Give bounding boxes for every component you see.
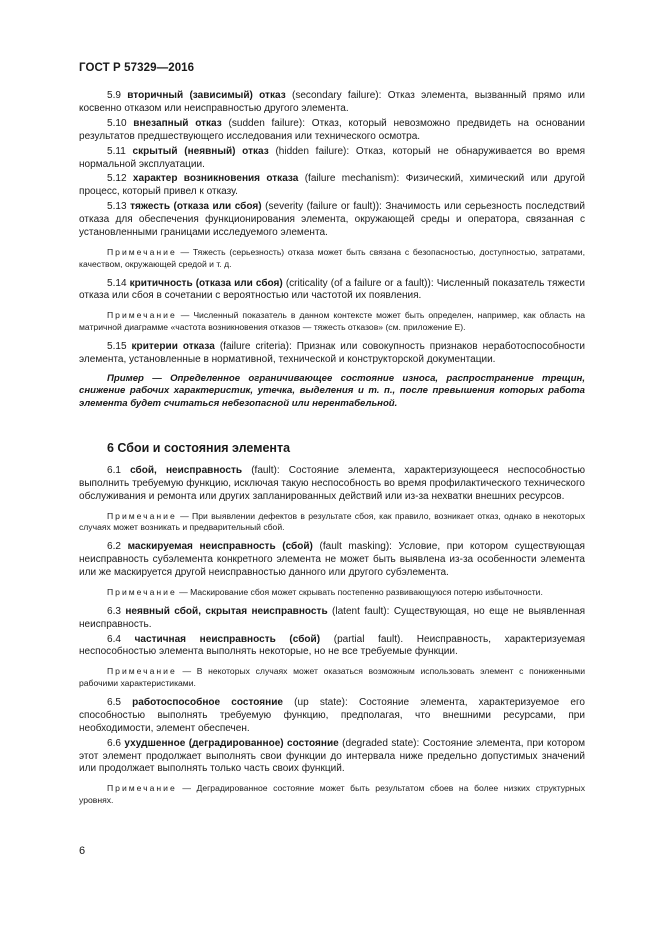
note <box>79 511 585 535</box>
term-number: 5.15 <box>107 340 127 352</box>
term-number: 5.14 <box>107 277 127 289</box>
term-text: Физический, химический или другой процесс, который привел к отказу. <box>79 173 585 198</box>
term-text: Состояние элемента, характеризуемое его способностью выполнять требуемую функцию, предполагая, что внешними ресурсами, при необходимости, элемент обеспечен. <box>79 696 585 734</box>
term-name: критичность (отказа или сбоя) <box>129 277 283 289</box>
term-definition <box>79 173 585 199</box>
section-heading: 6 Сбои и состояния элемента <box>107 441 291 455</box>
term-number: 6.5 <box>107 696 121 708</box>
term-english: (up state): <box>294 696 348 708</box>
note-label: Примечание <box>107 310 177 321</box>
term-definition <box>79 201 585 240</box>
term-definition <box>79 90 585 116</box>
term-english: (degraded state): <box>342 737 420 749</box>
note-label: Примечание <box>107 586 177 597</box>
term-text: Состояние элемента, при котором этот элемент продолжает выполнять свои функции до интервала ниже предельно допустимых значений или продолжает выполнять только часть своих функций. <box>79 737 586 775</box>
term-number: 5.13 <box>107 201 127 213</box>
term-english: (failure criteria): <box>219 340 292 352</box>
term-text: Неисправность, характеризуемая неспособностью элемента выполнять некоторые, но не все требуемые функции. <box>79 633 586 658</box>
note-text: — Деградированное состояние может быть результатом сбоев на более низких структурных уровнях. <box>79 783 586 806</box>
term-name: вторичный (зависимый) отказ <box>127 90 286 101</box>
term-name: частичная неисправность (сбой) <box>134 633 321 645</box>
note-text: — В некоторых случаях может оказаться возможным использовать элемент с пониженными рабочими характеристиками. <box>79 666 586 689</box>
term-number: 5.11 <box>107 145 126 157</box>
term-name: маскируемая неисправность (сбой) <box>127 541 313 553</box>
term-name: работоспособное состояние <box>132 696 283 708</box>
note <box>79 783 585 807</box>
note-text: — Маскирование сбоя может скрывать постепенно развивающуюся потерю избыточности. <box>179 586 543 597</box>
term-english: (hidden failure): <box>275 145 350 157</box>
note <box>79 310 585 334</box>
note-label: Примечание <box>107 510 177 521</box>
example-text: Пример — Определенное ограничивающее состояние износа, распространение трещин, снижение рабочих характеристик, утечка, выделения и т. п., после превышения которых работа элемента будет считаться небезопасной или нерентабельной. <box>79 372 585 409</box>
term-name: тяжесть (отказа или сбоя) <box>130 201 262 213</box>
term-english: (sudden failure): <box>228 117 306 129</box>
term-name: внезапный отказ <box>133 117 222 129</box>
term-number: 6.1 <box>107 464 121 476</box>
term-definition <box>79 278 585 304</box>
term-number: 6.3 <box>107 605 121 617</box>
term-number: 5.12 <box>107 173 127 185</box>
term-text: Отказ, который не обнаруживается во время нормальной эксплуатации. <box>79 145 586 170</box>
term-number: 5.10 <box>107 117 127 129</box>
term-text: Значимость или серьезность последствий отказа для обеспечения функционирования элемента, окружающей среды и оператора, связанная с установленными границами исследуемого элемента. <box>79 201 586 239</box>
term-text: Признак или совокупность признаков неработоспособности элемента, установленные в нормативной, технической и конструкторской документации. <box>79 340 585 365</box>
term-name: скрытый (неявный) отказ <box>132 145 269 157</box>
term-english: (fault): <box>251 464 280 476</box>
note-label: Примечание <box>107 246 177 257</box>
example <box>79 373 585 410</box>
note <box>79 666 585 690</box>
note <box>79 247 585 271</box>
term-text: Отказ, который невозможно предвидеть на основании результатов предшествующего исследования или технического осмотра. <box>79 117 585 142</box>
page-number: 6 <box>79 845 86 857</box>
document-body <box>79 90 585 814</box>
note-label: Примечание <box>107 783 177 794</box>
term-english: (fault masking): <box>319 541 392 553</box>
term-number: 6.4 <box>107 633 121 645</box>
note-text: — Численный показатель в данном контексте может быть определен, например, как область на матричной диаграмме «частота возникновения отказов — тяжесть отказов» (см. приложение Е). <box>79 310 586 333</box>
term-english: (failure mechanism): <box>304 173 400 185</box>
term-definition <box>79 341 585 367</box>
note-label: Примечание <box>107 666 177 677</box>
term-definition <box>79 465 585 504</box>
term-name: ухудшенное (деградированное) состояние <box>124 737 339 749</box>
term-definition <box>79 541 585 580</box>
note-text: — Тяжесть (серьезность) отказа может быть связана с безопасностью, доступностью, затратами, качеством, окружающей средой и т. д. <box>79 246 585 269</box>
term-english: (latent fault): <box>332 605 390 617</box>
note-text: — При выявлении дефектов в результате сбоя, как правило, возникает отказ, однако в некоторых случаях может возникать и предварительный сбой. <box>79 510 586 533</box>
term-definition <box>79 118 585 144</box>
term-number: 6.6 <box>107 737 121 749</box>
term-number: 6.2 <box>107 541 121 553</box>
term-english: (secondary failure): <box>291 90 382 101</box>
term-name: критерии отказа <box>131 340 215 352</box>
document-header: ГОСТ Р 57329—2016 <box>79 62 195 74</box>
term-english: (severity (failure or fault)): <box>265 201 382 213</box>
term-name: характер возникновения отказа <box>132 173 299 185</box>
term-text: Численный показатель тяжести отказа или сбоя в сочетании с вероятностью или частотой их появления. <box>79 277 586 302</box>
term-english: (criticality (of a failure or a fault)): <box>285 277 434 289</box>
term-english: (partial fault). <box>333 633 404 645</box>
term-definition <box>79 697 585 736</box>
term-text: Отказ элемента, вызванный прямо или косвенно отказом или неисправностью другого элемента. <box>79 90 585 114</box>
term-name: неявный сбой, скрытая неисправность <box>125 605 328 617</box>
term-text: Условие, при котором существующая неисправность субэлемента конкретного элемента не может быть выявлена из-за особенности элемента или же маскируется другой неисправностью данного или другого субэлемента. <box>79 541 585 579</box>
term-definition <box>79 738 585 777</box>
term-definition <box>79 146 585 172</box>
term-text: Существующая, но еще не выявленная неисправность. <box>79 605 586 630</box>
note <box>79 587 585 599</box>
term-definition <box>79 606 585 632</box>
term-name: сбой, неисправность <box>130 464 243 476</box>
term-text: Состояние элемента, характеризующееся неспособностью выполнить требуемую функцию, исключая такую неспособность во время профилактического технического обслуживания и ремонта или других запланированных действий или из-за нехватки внешних ресурсов. <box>79 464 585 502</box>
term-definition <box>79 634 585 660</box>
term-number: 5.9 <box>107 90 121 101</box>
